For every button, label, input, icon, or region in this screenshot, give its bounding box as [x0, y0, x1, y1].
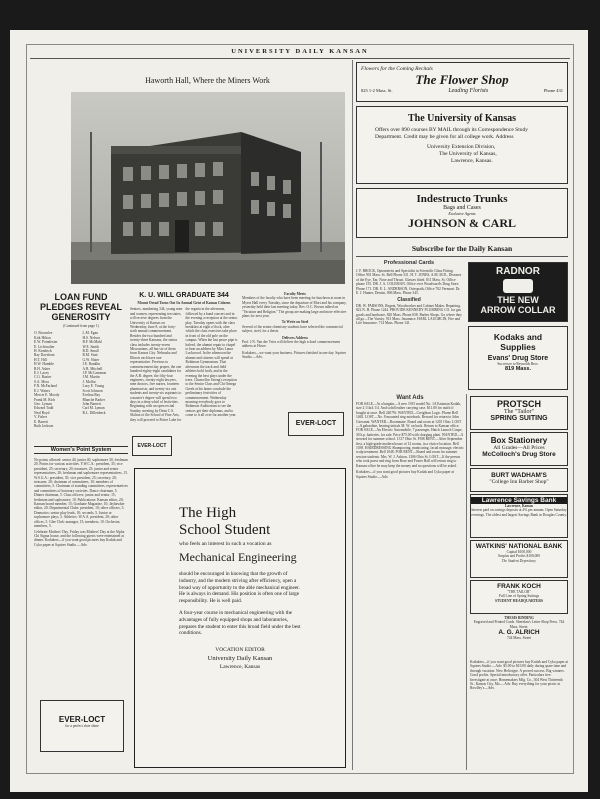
- box-l2: All Grades—All Prices: [493, 445, 545, 451]
- frank-sub: Full Line of Spring Suitings: [498, 594, 540, 599]
- loan-name: E.W. Poindexter: [34, 340, 58, 345]
- kodaks-l1: Kodaks and: [493, 332, 543, 342]
- subscribe-line: Subscribe for the Daily Kansan: [411, 244, 513, 253]
- loan-name: Kirk Hilton: [34, 335, 51, 340]
- kodaks-s2: 819 Mass.: [505, 366, 531, 373]
- thesis-name: A. G. ALRICH: [498, 629, 540, 637]
- loan-headline: LOAN FUND PLEDGES REVEAL GENEROSITY: [39, 292, 122, 322]
- protsch-sub: SPRING SUITING: [490, 415, 548, 422]
- faculty-article: [242, 292, 348, 462]
- lawrence-sub: Lawrence, Kansas: [504, 504, 534, 508]
- hs-line4: Mechanical Engineering: [179, 550, 297, 564]
- loan-name: E.J. Lacey: [34, 371, 50, 376]
- loan-name: C.G. Baxter: [34, 375, 52, 380]
- loan-name: E. Lichtwalter: [34, 344, 55, 349]
- watkins-l3: The Student Depository.: [501, 558, 537, 563]
- graduate-body: Seniors, numbering 344, young men and women, representing ten states, will receive degrees from the University of Kansas on Wednesday, June 8, at the forty-sixth annual commencement. Besides the two hundred and twenty-three Kansans, the senior class includes twenty-seven Missourians, all but six of them from Kansas City. Nebraska and Illinois each have one representative. Previous to commencement day proper, the one hundred eighty-eight candidates for the A.B. degree, the fifty-four engineers, twenty-eight lawyers, nine doctors, five nurses, fourteen pharmacists, and twenty-six arts students and twenty-six aspirants to a master's degree will spend two days in a deep whirl of festivities. Beginning with an open recital Sunday, meeting by Dean C.S. Skilton of the School of Fine Arts, they will proceed to Potter Lake for the regatta in the afternoon, followed by a band concert and in the evening a reception at the senior play. Tuesday opens with the class breakfast at eight o'clock, after which the class exercises take place in front of the old pole on the campus. When the last peace pipe is halved, the alumni repair to chapel to hear an address by Miss Laura Lockwood. In the afternoon the alumni and citizens will spend at Robinson Gymnasium. That afternoon the track and field athletes hold forth, and in the evening the best plays under the trees. Chancellor Strong's reception to the Senior Class and Chi Omega Greek at his home conclude the preliminary festivities of commencement. Wednesday morning everybody goes to Robinson Auditorium to see the seniors get their diplomas, and to come to it all over for another year.: [130, 307, 238, 422]
- womens-article: [34, 458, 128, 694]
- loan-name: S.A. Moss: [34, 379, 50, 384]
- photo-caption: Haworth Hall, Where the Miners Work: [145, 76, 270, 85]
- hs-body1: should be encouraged in knowing that the growth of industry, and the modern striving after efficiency, open a broad way of opportunity to the able mechanical engineer. He is always in demand. His position is often one of large responsibility. He is well paid.: [179, 571, 300, 605]
- thesis-title: THESIS BINDING: [504, 616, 534, 620]
- graduate-subhead: Mount Oread Turns Out Its Annual Grist of Kansas Citizens: [137, 301, 231, 305]
- loan-name: A.B. Mitchell: [82, 366, 103, 371]
- loan-name: J.E. Ranklin: [82, 362, 101, 367]
- address-headline: Delivers Address: [282, 335, 308, 340]
- univ-addr1: University Extension Division,: [427, 144, 496, 150]
- frank-name: FRANK KOCH: [497, 583, 541, 590]
- loan-fund-article: [34, 292, 128, 442]
- everloct-ad-left: [40, 700, 124, 752]
- protsch-name: PROTSCH: [496, 399, 541, 409]
- lawrence-name: Lawrence Savings Bank: [471, 497, 567, 504]
- final-body: Kodakers—if you want good pictures buy Kodak and Cyko paper at Squires Studio.—Adv. $5.00 to $10.00 daily during spare time and through vacation. New Heliotype. A proved success. Big winners. Good profits. Special introductory offer. Particulars free. Investigate at once. Homemakers Mfg. Co., 304 West Thirteenth St., Kansas City, Mo.—Adv. Buy everything for your picnic at Rowlley's—Adv.: [470, 660, 568, 691]
- right-inner-divider: [466, 394, 467, 770]
- wantads-title: Want Ads: [396, 395, 424, 401]
- closing-notices: [470, 660, 568, 766]
- loan-name: Scott Johnson: [82, 388, 103, 393]
- watkins-bank-ad: [470, 540, 568, 578]
- loan-name: B.F. McMahl: [82, 340, 102, 345]
- loan-name: Mercie E. Moody: [34, 393, 60, 398]
- flower-name: The Flower Shop: [415, 72, 509, 87]
- haworth-hall-photo: [71, 92, 345, 284]
- thesis-body: Engraved and Printed Cards. Sheridan's Letter Shop Press. 744 Mass. Street.: [473, 620, 565, 629]
- loan-name: Edward Todd: [34, 406, 54, 411]
- masthead: UNIVERSITY DAILY KANSAN: [231, 48, 369, 55]
- univ-addr3: Lawrence, Kansas.: [451, 158, 493, 164]
- loan-name: H.S. Nelson: [82, 335, 100, 340]
- watkins-l2: Surplus and Profits $100,000: [498, 554, 540, 559]
- graduate-headline: K. U. WILL GRADUATE 344: [139, 292, 229, 299]
- loan-name: H. Kendrick: [34, 349, 52, 354]
- address-body: Prof. J.N. Van der Vries will deliver the high school commencement address at Howe.: [242, 340, 340, 349]
- radnor-mid: THE NEW: [497, 295, 539, 305]
- radnor-bot: ARROW COLLAR: [480, 305, 556, 315]
- trunks-name: JOHNSON & CARL: [407, 216, 516, 230]
- wantads-ad2: Kodakers—if you want good pictures buy Kodak and Cyko paper at Squires Studio.—Adv.: [356, 470, 455, 479]
- lawrence-body: Interest paid on savings deposits at 4% per annum. Open Saturday evenings. The oldest and largest Savings Bank in Douglas County.: [471, 508, 567, 517]
- classified-title: Classified: [397, 297, 421, 304]
- classified-body: DR. W. PARSONS, Regent, Woodworker and Cabinet Maker. Repairing. 822 N. H. Phone 1244. PROVIDE KENNEDY PLUMBING CO. for gas goods and hardware, 820 Mass. Phone 658. Barber Shops. Go where they all go—The Varsity. 913 Mass. Insurance. HARL LAUGHLIN, Fire and Life Insurance. 714 Mass. Phone 141.: [356, 303, 462, 326]
- frank-tag: "THE TAILOR": [507, 590, 531, 594]
- frank-sub2: STUDENT HEADQUARTERS: [494, 598, 544, 603]
- burt-name: BURT WADHAM'S: [491, 472, 547, 479]
- loan-names-left: [34, 331, 80, 428]
- univ-addr2: The University of Kansas,: [439, 151, 497, 157]
- thesis-binding-ad: [470, 616, 568, 656]
- loan-name: Blanche Barker: [82, 397, 105, 402]
- loan-name: J. Moffat: [82, 379, 96, 384]
- loan-name: R.L. Dillenbeck: [82, 410, 106, 415]
- everloct-sub: for a perfect shoe shine: [65, 724, 99, 728]
- hs-line2: School Student: [179, 522, 271, 538]
- loan-name: R.D. Small: [82, 349, 99, 354]
- everloct-mid-label: EVER-LOCT: [295, 420, 337, 427]
- loan-name: R.M. Stutt: [82, 353, 98, 358]
- box-stationery-ad: [470, 432, 568, 466]
- loan-name: L.M. Egan: [82, 331, 98, 336]
- flower-tag: Leading Florists: [448, 88, 489, 94]
- loan-name: J.M. Martin: [82, 375, 100, 380]
- haworth-hall-image: [71, 92, 345, 284]
- box-name: McColloch's Drug Store: [482, 451, 556, 458]
- univ-body: Offers over 890 courses BY MAIL through its Correspondence Study Department. Credit may be given for all college work. Address: [375, 127, 529, 140]
- kodaks-s1: Successor to Reynolds Bros.: [497, 362, 539, 366]
- burt-wadham-ad: [470, 468, 568, 492]
- professional-cards: [356, 260, 462, 390]
- faculty-headline: Faculty Meets: [284, 292, 306, 296]
- womens-note: Celebrate Mothers' Day. Friday was Mothers' Day at the Alpha Chi Sigma house, and the following guests were entertained at dinner. Kodakers—if you want good pictures buy Kodak and Cyko paper at Squires Studio.—Adv.: [34, 529, 125, 547]
- trunks-agent: Exclusive Agents: [448, 211, 476, 216]
- everloct-mid-ad: [288, 412, 344, 436]
- loan-name: H.W. Humble: [34, 362, 54, 367]
- university-ad: [356, 106, 568, 184]
- hs-footer2: University Daily Kansan: [207, 655, 273, 663]
- loan-name: Neal Boyd: [34, 410, 50, 415]
- loan-name: Frank M. Rich: [34, 397, 56, 402]
- loan-names-right: [83, 331, 129, 428]
- watkins-name: WATKINS' NATIONAL BANK: [475, 543, 563, 550]
- loan-name: Ruth Jackson: [34, 423, 54, 428]
- thesis-addr: 744 Mass. Street: [506, 636, 532, 641]
- loan-name: F.N. McFarland: [34, 384, 57, 389]
- trunks-sub: Bags and Cases: [443, 205, 481, 211]
- frank-koch-ad: [470, 580, 568, 614]
- hs-footer3: Lawrence, Kansas: [219, 664, 261, 671]
- loan-continued: (Continued from page 1): [63, 324, 99, 328]
- arrow-collar-ad: [468, 262, 568, 322]
- flower-addr: 825 1-2 Mass. St.: [361, 88, 393, 93]
- flower-phone: Phone 431: [543, 88, 563, 93]
- hs-footer1: VOCATION EDITOR: [215, 647, 265, 654]
- kodaks-l2: Supplies: [500, 342, 536, 352]
- loan-name: John Barnett: [82, 401, 101, 406]
- loan-name: Evelina Ray: [82, 393, 101, 398]
- faculty-body: Members of the faculty who have been meeting for luncheon at noon in Myers Hall every Tuesday, since the departure of Mort and his company, yesterday held their last meeting today. Rev. O.C. Brown talked on "Vacation and Religion." The group are making large and more effective plans for next year.: [242, 296, 347, 319]
- kodaks-name: Evans' Drug Store: [487, 355, 549, 362]
- collar-icon: [503, 279, 533, 293]
- loan-name: W.E. Smith: [82, 344, 100, 349]
- steel-body: Several of the senior chemistry students have selected the commercial subject, steel, for a thesis.: [242, 324, 343, 334]
- masthead-rule: [30, 58, 570, 59]
- everloct-label: EVER-LOCT: [58, 715, 106, 724]
- kodaks-ad: [468, 326, 568, 390]
- hs-body2: A four-year course in mechanical engineering with the advantages of fully equipped shops and laboratories, prepares the student to enter this broad field under the best conditions.: [179, 609, 301, 637]
- radnor-top: RADNOR: [496, 266, 540, 277]
- watkins-l1: Capital $100,000: [506, 550, 532, 554]
- protsch-tag: The "Tailor": [504, 409, 534, 415]
- lawrence-bank-ad: [470, 494, 568, 538]
- loan-name: V. Fisher: [34, 415, 47, 420]
- loan-name: Lucy E. Young: [82, 384, 105, 389]
- prof-body: J. F. BROCK, Optometrist and Specialist in Scientific Glass Fitting. Office 901 Mass. St. Bell Phone 331. H. T. JONES, A.M. M.D., Diseases of the Eye, Ear, Nose and Throat. Glasses fitted. 811 Mass. St. Office phone 155. DR. J. A. COLEMAN, Office over Woodward's Drug Store. Phone 171. DR. E. L. ANDERSON, Osteopath, Office 702 Vermont. Dr. E. J. Hunter, Dentist, 806 Mass. Phone 345.: [356, 269, 462, 296]
- burt-sub: "College Inn Barber Shop": [489, 479, 549, 485]
- flower-line1: Flowers for the Coming Recitals: [361, 66, 433, 72]
- loan-name: G.W. Slater: [82, 357, 100, 362]
- hs-line3: who feels an interest in such a vocation as: [179, 541, 272, 547]
- flower-shop-ad: [356, 62, 568, 102]
- want-ads: [356, 394, 464, 766]
- loan-name: Carl M. Lyman: [82, 406, 105, 411]
- wantads-body: FOR SALE—At a bargain—A new 1915 model No. 1A Eastman Kodak, size 2 1/4x4 1/4. And solid leather carrying case. $11.00 for outfit if bought at once. Bell 2407W. WANTED—Creighton Logic. Phone Bell 1465. LOST—No. 8 mounted ring notebook. Reward for return to John Giovanni. WANTED—Roommate. Board and room at 1201 Ohio. LOST—A gabardine, bearing initials M. W. on back. Return to Kansan office. FOR SALE—An Electric Automobile, 7 passenger, Hatch Launch Coupe, 30 h.p. batteries, for sale. Price $75.00 with charging plant. WANTED—A steward for summer school. 1317 Ohio St. FOR RENT—After September first, a high-grade modern house of 12 rooms, in a choice location. Bell 1039. HAIRDRESSING Shampooing, manicuring, facial massage, electric scalp treatment. Bell 1048. FOR RENT—Board and room for summer session students. Mrs. W. J. Ashton, 1306 Ohio St. LOST—If the person who took purse and ring from Rose and Fraser Hall will return ring to Kansan office he may keep the money and no questions will be asked.: [356, 402, 464, 468]
- loan-name: Geo. Lyman: [34, 401, 52, 406]
- faculty-ad: Kodakers—we want your business. Pictures finished in one day. Squires Studio.—Adv.: [242, 350, 347, 360]
- loan-name: E.J. Waters: [34, 388, 51, 393]
- loan-name: J.P. McCammon: [82, 371, 107, 376]
- indestructo-trunks-ad: [356, 188, 568, 238]
- steel-headline: To Write on Steel: [281, 320, 309, 325]
- everloct-small-label: EVER-LOCT: [137, 443, 167, 449]
- loan-name: H.T. Hill: [34, 357, 47, 362]
- loan-name: R.H. Asher: [34, 366, 51, 371]
- loan-name: O. Brownlee: [34, 331, 53, 336]
- box-l1: Box Stationery: [490, 436, 548, 445]
- subscribe-rule: [356, 256, 568, 257]
- high-school-student-ad: [134, 468, 346, 768]
- univ-title: The University of Kansas: [407, 113, 517, 124]
- trunks-title: Indestructo Trunks: [416, 193, 508, 205]
- womens-title-box: [34, 446, 128, 454]
- right-column-divider: [352, 60, 353, 770]
- hs-line1: The High: [179, 505, 237, 521]
- loan-name: E. Barrett: [34, 419, 48, 424]
- protsch-ad: [470, 396, 568, 430]
- prof-title: Professional Cards: [383, 260, 435, 266]
- womens-body: No points allowed: senior 40, junior 40, sophomore 30, freshman 20. Points for various activities. Y.W.C.A.: president, 35; vice president, 25; secretary, 20; treasurer, 25; junior and senior representatives, 20; freshman and sophomore representatives, 15. W.S.G.A.: president, 35; vice president, 25; secretary, 20; treasurer, 20; chairman of committees, 10; members of committees, 5. Chairman of standing committees, representatives and committees of honorary societies. Dance chairman, 5. Dinner chairman, 5. Class officers: junior and senior, 15; freshman and sophomore, 10. Publications: Kansan editor, 20; Kansan board member, 15; Graduate Magazine, 10; Jayhawker editor, 20. Departmental Clubs: president, 10; other officers, 5. Dramatics: senior play leads, 10; seconds, 5. Junior or sophomore plays, 5. Athletics: W.A.A. president, 20; other offices, 5. Glee Club: manager, 15; members, 10. Orchestra members, 5.: [34, 458, 128, 529]
- loan-name: Ray Davidson: [34, 353, 55, 358]
- everloct-small-ad: [132, 436, 172, 456]
- womens-title: Women's Point System: [50, 447, 112, 453]
